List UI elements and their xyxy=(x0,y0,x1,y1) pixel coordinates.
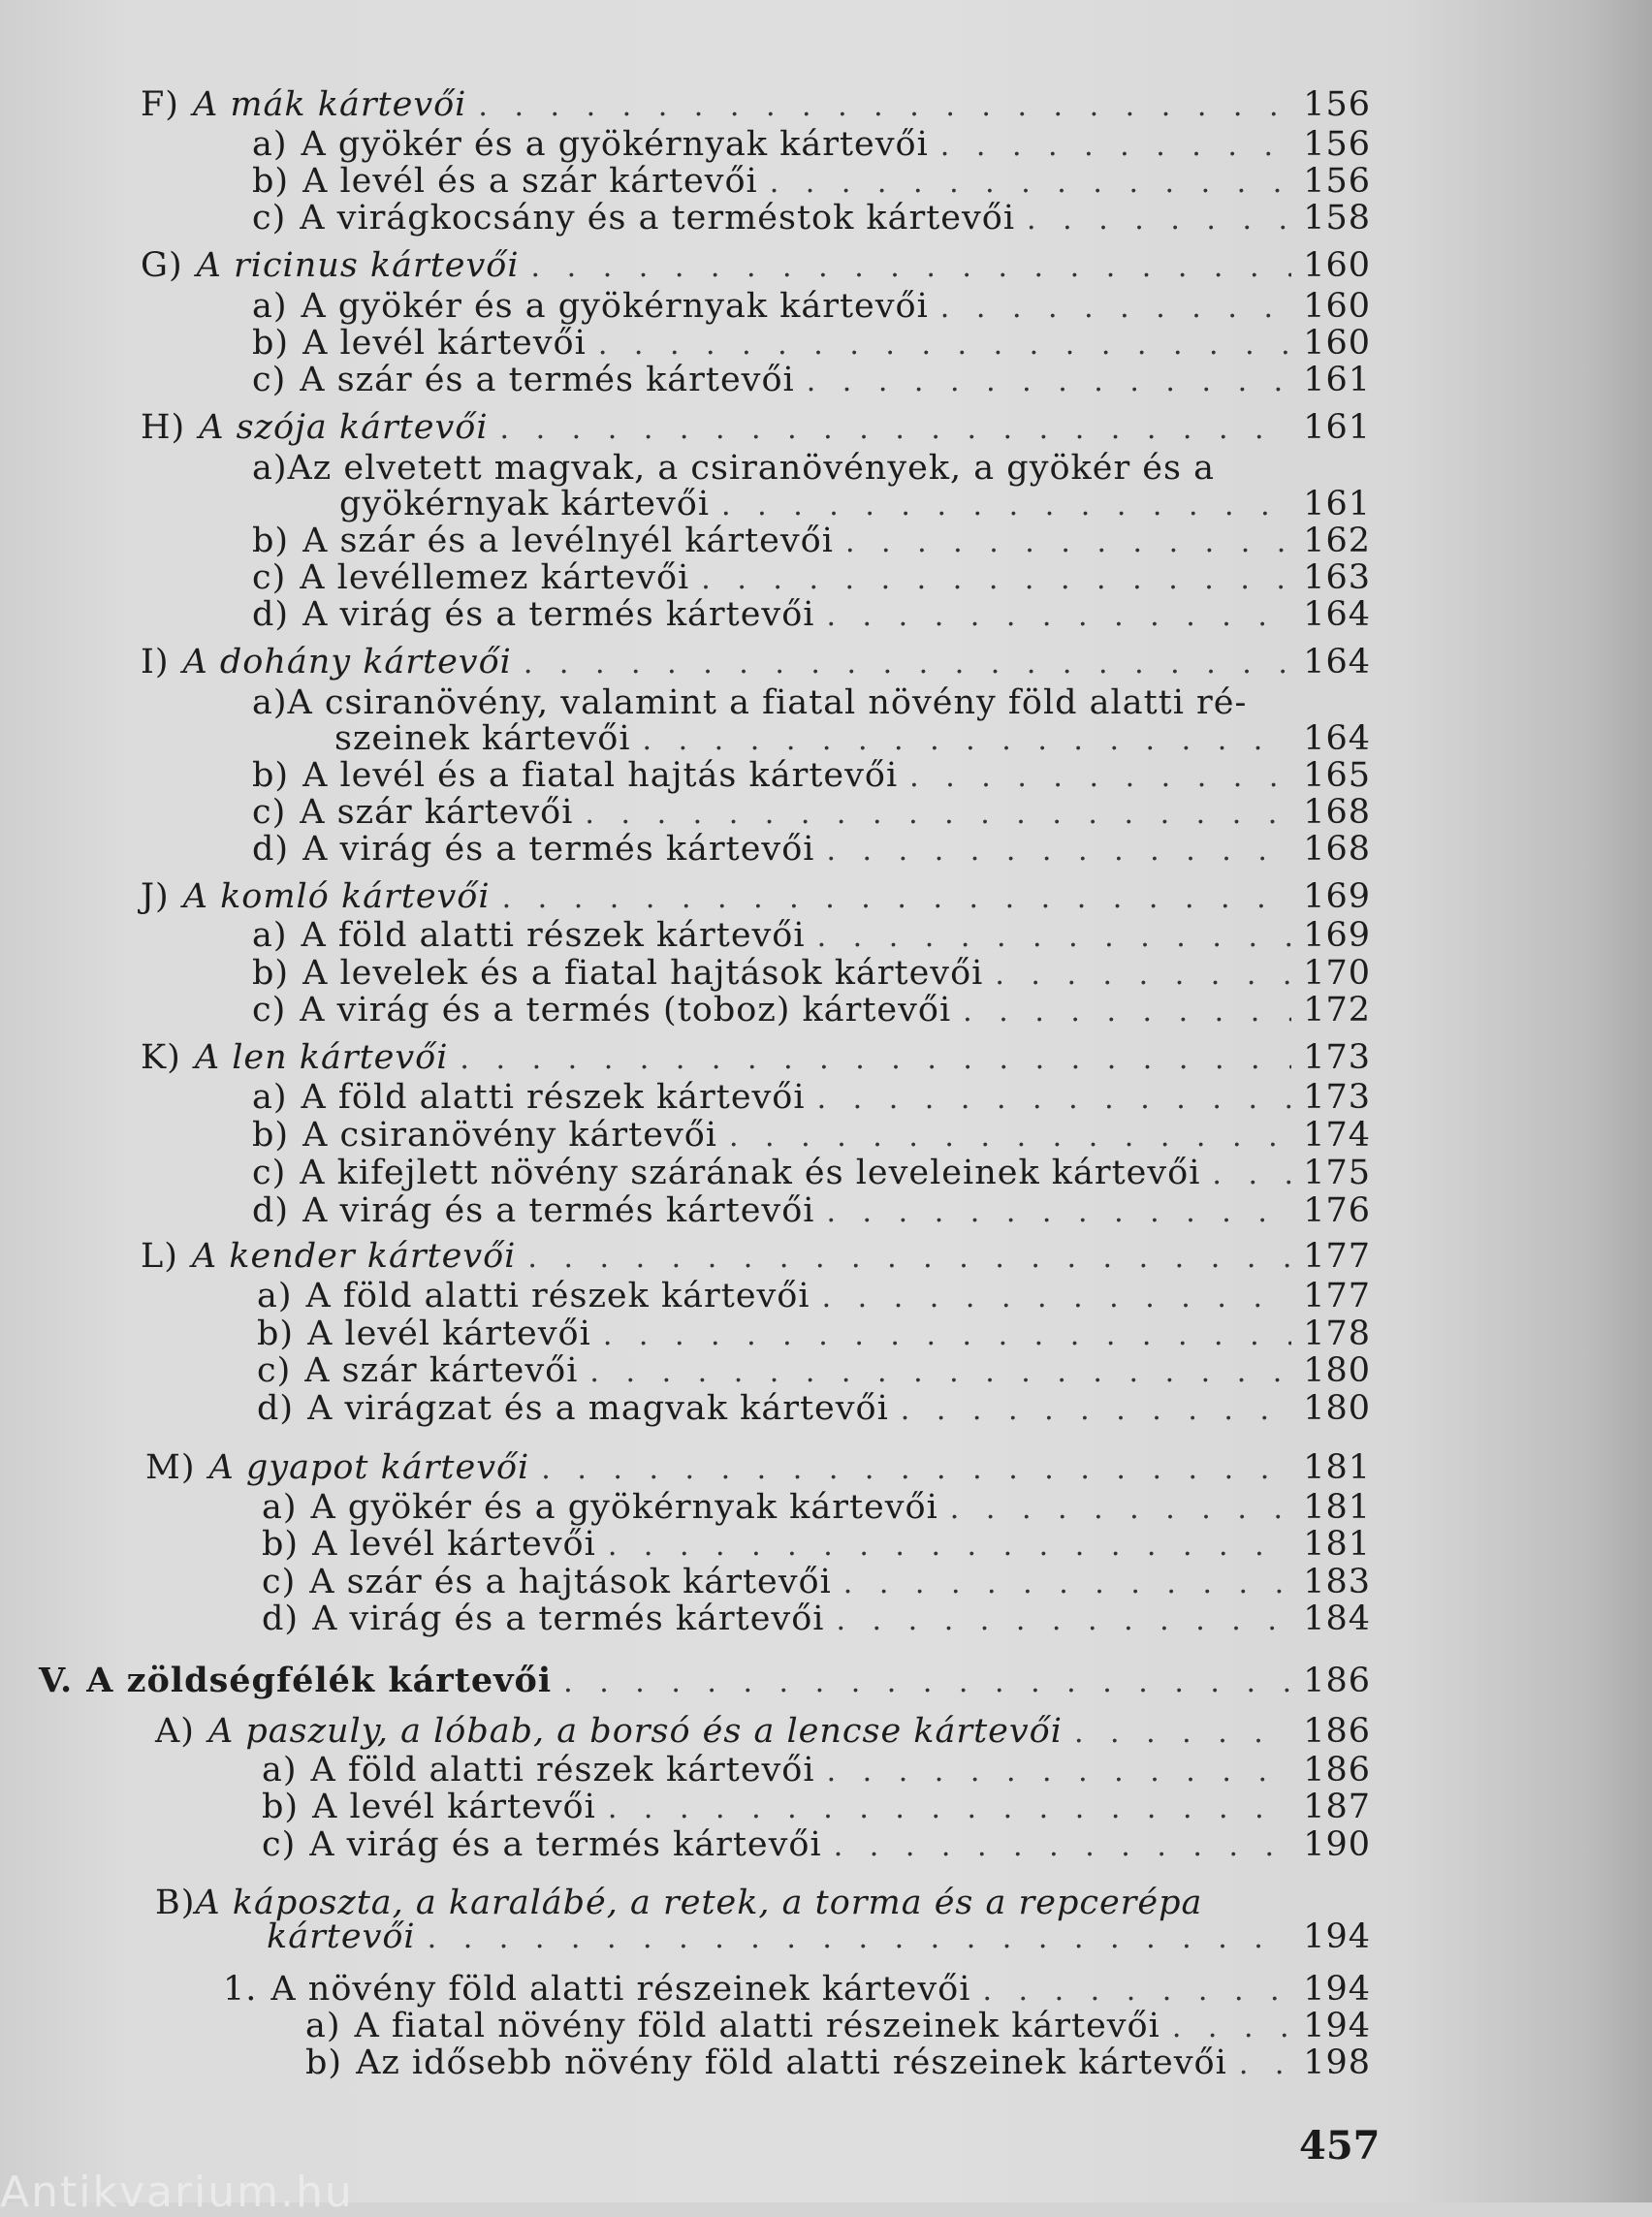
toc-entry xyxy=(39,1662,1371,1702)
toc-entry-title: A szója kártevői xyxy=(199,408,489,447)
dot-leader xyxy=(585,795,1291,834)
dot-leader xyxy=(598,326,1291,364)
toc-entry xyxy=(252,1078,1371,1119)
dot-leader xyxy=(845,523,1291,562)
toc-entry-page: 164 xyxy=(1303,719,1371,758)
toc-entry-label: J) xyxy=(141,877,170,916)
dot-leader xyxy=(460,1040,1291,1079)
toc-entry xyxy=(141,85,1371,126)
dot-leader xyxy=(995,956,1291,995)
toc-entry-label: a) xyxy=(262,1751,298,1789)
toc-entry-title: A csiranövény, valamint a fiatal növény föld alatti ré- xyxy=(287,683,1248,722)
toc-entry-page: 156 xyxy=(1303,85,1371,124)
toc-entry xyxy=(141,643,1371,683)
toc-entry-label: d) xyxy=(252,595,290,634)
dot-leader xyxy=(478,87,1291,126)
toc-entry-page: 161 xyxy=(1303,485,1371,523)
toc-entry-page: 174 xyxy=(1303,1116,1371,1155)
toc-entry-label: c) xyxy=(262,1825,297,1864)
dot-leader xyxy=(701,560,1291,599)
toc-entry-page: 175 xyxy=(1303,1154,1371,1192)
dot-leader xyxy=(817,918,1291,957)
dot-leader xyxy=(940,127,1291,166)
toc-entry-title: A gyapot kártevői xyxy=(208,1448,530,1487)
dot-leader xyxy=(807,363,1291,401)
toc-entry-label: H) xyxy=(141,408,186,447)
toc-entry-page: 164 xyxy=(1303,595,1371,634)
toc-entry xyxy=(141,1237,1371,1278)
toc-entry-title: A föld alatti részek kártevői xyxy=(310,1751,815,1789)
toc-entry-page: 168 xyxy=(1303,830,1371,869)
toc-entry-label: c) xyxy=(262,1563,297,1601)
toc-entry-page: 160 xyxy=(1303,324,1371,363)
toc-entry-page: 181 xyxy=(1303,1525,1371,1564)
toc-entry-label: a) xyxy=(252,125,288,164)
toc-entry xyxy=(223,1970,1371,2011)
toc-entry-page: 178 xyxy=(1303,1314,1371,1353)
toc-entry xyxy=(252,954,1371,995)
toc-entry-title: A virág és a termés kártevői xyxy=(302,830,815,869)
toc-entry-label: b) xyxy=(252,162,290,201)
toc-entry-label: a) xyxy=(252,449,288,488)
toc-entry-title: A kender kártevői xyxy=(191,1237,517,1276)
toc-entry xyxy=(252,324,1371,364)
dot-leader xyxy=(603,1316,1291,1355)
toc-entry-label: a) xyxy=(257,1277,293,1315)
toc-entry-title: A levél kártevői xyxy=(312,1788,596,1826)
dot-leader xyxy=(982,1972,1291,2011)
dot-leader xyxy=(826,832,1291,871)
toc-entry-title: A gyökér és a gyökérnyak kártevői xyxy=(301,287,929,326)
toc-entry-label: 1. xyxy=(223,1970,258,2009)
toc-entry xyxy=(252,683,1247,722)
toc-entry-title: A virág és a termés kártevői xyxy=(312,1599,825,1638)
toc-entry-page: 194 xyxy=(1303,1970,1371,2009)
toc-entry-page: 176 xyxy=(1303,1191,1371,1230)
toc-entry xyxy=(141,877,1371,918)
toc-entry-title: A gyökér és a gyökérnyak kártevői xyxy=(310,1488,938,1527)
toc-entry xyxy=(262,1563,1371,1603)
toc-entry-title: gyökérnyak kártevői xyxy=(339,485,711,523)
dot-leader xyxy=(502,879,1291,918)
toc-entry-label: c) xyxy=(252,558,287,597)
toc-entry-label: a) xyxy=(262,1488,298,1527)
toc-entry-page: 169 xyxy=(1303,916,1371,955)
toc-entry xyxy=(252,830,1371,871)
toc-entry-page: 187 xyxy=(1303,1788,1371,1826)
dot-leader xyxy=(563,1663,1291,1702)
toc-entry-title: A föld alatti részek kártevői xyxy=(301,1078,806,1117)
toc-entry-title: A levél és a szár kártevői xyxy=(302,162,758,201)
toc-entry-title: A virág és a termés kártevői xyxy=(302,1191,815,1230)
toc-entry-page: 177 xyxy=(1303,1277,1371,1315)
toc-entry xyxy=(252,558,1371,599)
toc-entry xyxy=(141,246,1371,287)
dot-leader xyxy=(909,758,1291,797)
toc-entry-label: a) xyxy=(252,1078,288,1117)
toc-entry-title: A virágkocsány és a terméstok kártevői xyxy=(300,199,1016,238)
toc-entry xyxy=(257,1389,1371,1430)
toc-entry xyxy=(257,1314,1371,1355)
toc-entry-title: A szár kártevői xyxy=(300,793,574,832)
dot-leader xyxy=(940,289,1291,328)
toc-entry-label: c) xyxy=(252,361,287,399)
toc-entry-label: b) xyxy=(262,1525,300,1564)
toc-entry xyxy=(252,162,1371,203)
toc-entry-page: 194 xyxy=(1303,1917,1371,1956)
toc-entry-label: I) xyxy=(141,643,170,681)
dot-leader xyxy=(527,1239,1291,1278)
toc-entry-page: 170 xyxy=(1303,954,1371,993)
toc-entry-title: A virág és a termés (toboz) kártevői xyxy=(300,991,952,1029)
toc-entry-label: L) xyxy=(141,1237,178,1276)
toc-entry xyxy=(252,522,1371,562)
toc-entry-title: A levéllemez kártevői xyxy=(300,558,690,597)
watermark: Antikvarium.hu xyxy=(0,2168,354,2217)
toc-entry-page: 156 xyxy=(1303,125,1371,164)
dot-leader xyxy=(963,993,1291,1031)
toc-entry-title: A kifejlett növény szárának és leveleinek kártevői xyxy=(300,1154,1201,1192)
toc-entry-label: a) xyxy=(252,916,288,955)
toc-entry-label: c) xyxy=(252,1154,287,1192)
toc-entry-page: 183 xyxy=(1303,1563,1371,1601)
toc-entry-page: 180 xyxy=(1303,1389,1371,1428)
toc-entry-page: 161 xyxy=(1303,361,1371,399)
toc-entry-title: A szár és a hajtások kártevői xyxy=(309,1563,832,1601)
toc-entry-title: A levelek és a fiatal hajtások kártevői xyxy=(302,954,984,993)
toc-entry-label: G) xyxy=(141,246,183,285)
toc-entry-title: A levél kártevői xyxy=(312,1525,596,1564)
dot-leader xyxy=(729,1118,1291,1156)
toc-entry-title: A gyökér és a gyökérnyak kártevői xyxy=(301,125,929,164)
toc-entry-title: A föld alatti részek kártevői xyxy=(301,916,806,955)
toc-entry-label: b) xyxy=(252,1116,290,1155)
toc-entry-page: 162 xyxy=(1303,522,1371,560)
toc-entry-page: 190 xyxy=(1303,1825,1371,1864)
toc-entry xyxy=(252,991,1371,1031)
dot-leader xyxy=(836,1601,1291,1640)
dot-leader xyxy=(531,248,1291,287)
toc-entry-title: A komló kártevői xyxy=(182,877,491,916)
toc-entry-page: 168 xyxy=(1303,793,1371,832)
toc-entry xyxy=(145,1448,1371,1489)
toc-entry-label: V. xyxy=(39,1661,74,1700)
dot-leader xyxy=(608,1527,1291,1566)
dot-leader xyxy=(643,721,1291,760)
toc-entry xyxy=(252,125,1371,166)
toc-entry-label: b) xyxy=(252,522,290,560)
toc-entry xyxy=(252,199,1371,239)
toc-entry xyxy=(252,1116,1371,1156)
toc-entry xyxy=(262,1825,1371,1866)
toc-entry-title: A mák kártevői xyxy=(192,85,467,124)
dot-leader xyxy=(721,487,1291,525)
toc-entry-label: b) xyxy=(252,324,290,363)
toc-entry-title: A dohány kártevői xyxy=(182,643,512,681)
dot-leader xyxy=(901,1391,1291,1430)
toc-entry-label: M) xyxy=(145,1448,196,1487)
toc-entry-title: A szár kártevői xyxy=(304,1351,579,1390)
dot-leader xyxy=(826,597,1291,636)
toc-entry-page: 181 xyxy=(1303,1488,1371,1527)
toc-entry xyxy=(252,1154,1371,1194)
toc-entry-label: a) xyxy=(305,2007,341,2045)
toc-entry-label: b) xyxy=(257,1314,295,1353)
toc-entry-page: 163 xyxy=(1303,558,1371,597)
toc-entry xyxy=(305,2043,1371,2084)
dot-leader xyxy=(1212,1156,1291,1194)
dot-leader xyxy=(826,1193,1291,1232)
toc-entry xyxy=(252,595,1371,636)
toc-entry-page: 165 xyxy=(1303,756,1371,795)
toc-entry xyxy=(262,1751,1371,1791)
dot-leader xyxy=(950,1490,1291,1529)
toc-entry xyxy=(252,793,1371,834)
toc-entry-title: A virág és a termés kártevői xyxy=(309,1825,822,1864)
toc-entry-page: 184 xyxy=(1303,1599,1371,1638)
dot-leader xyxy=(1074,1714,1291,1753)
toc-entry-title: A virágzat és a magvak kártevői xyxy=(307,1389,889,1428)
toc-entry xyxy=(339,485,1371,525)
dot-leader xyxy=(817,1080,1291,1119)
toc-entry-title: A ricinus kártevői xyxy=(196,246,520,285)
toc-entry-label: b) xyxy=(252,954,290,993)
toc-entry-label: b) xyxy=(262,1788,300,1826)
toc-entry-page: 156 xyxy=(1303,162,1371,201)
toc-entry xyxy=(257,1351,1371,1392)
toc-entry-label: c) xyxy=(257,1351,292,1390)
toc-entry xyxy=(155,1712,1371,1753)
toc-entry xyxy=(262,1599,1371,1640)
toc-entry-title: A szár és a levélnyél kártevői xyxy=(302,522,834,560)
toc-entry-label: d) xyxy=(262,1599,300,1638)
toc-entry-page: 177 xyxy=(1303,1237,1371,1276)
toc-entry-page: 181 xyxy=(1303,1448,1371,1487)
toc-entry-title: A káposzta, a karalábé, a retek, a torma és a repcerépa xyxy=(195,1884,1203,1922)
dot-leader xyxy=(1027,201,1291,239)
dot-leader xyxy=(1172,2009,1291,2047)
toc-entry-page: 194 xyxy=(1303,2007,1371,2045)
dot-leader xyxy=(827,1753,1291,1791)
dot-leader xyxy=(822,1279,1291,1317)
toc-entry-title: Az idősebb növény föld alatti részeinek kártevői xyxy=(356,2043,1227,2082)
toc-entry xyxy=(252,756,1371,797)
toc-entry-label: b) xyxy=(252,756,290,795)
toc-entry-page: 186 xyxy=(1303,1712,1371,1751)
toc-entry xyxy=(305,2007,1371,2047)
toc-entry-title: A levél kártevői xyxy=(307,1314,591,1353)
toc-entry-label: c) xyxy=(252,793,287,832)
toc-entry-label: d) xyxy=(252,830,290,869)
toc-entry xyxy=(252,449,1215,488)
toc-entry xyxy=(267,1917,1371,1958)
toc-entry-label: c) xyxy=(252,199,287,238)
toc-entry xyxy=(257,1277,1371,1317)
dot-leader xyxy=(541,1450,1291,1489)
toc-entry xyxy=(262,1525,1371,1566)
toc-entry-page: 160 xyxy=(1303,287,1371,326)
dot-leader xyxy=(1239,2045,1291,2084)
toc-entry-label: b) xyxy=(305,2043,343,2082)
dot-leader xyxy=(589,1353,1291,1392)
dot-leader xyxy=(608,1789,1291,1828)
toc-entry-title: kártevői xyxy=(267,1917,416,1956)
toc-entry-page: 173 xyxy=(1303,1038,1371,1077)
toc-entry-label: A) xyxy=(155,1712,195,1751)
toc-entry-page: 160 xyxy=(1303,246,1371,285)
toc-entry xyxy=(252,287,1371,328)
toc-entry-title: A levél és a fiatal hajtás kártevői xyxy=(302,756,899,795)
dot-leader xyxy=(428,1919,1291,1958)
toc-entry-page: 161 xyxy=(1303,408,1371,447)
toc-entry-page: 180 xyxy=(1303,1351,1371,1390)
toc-entry-page: 158 xyxy=(1303,199,1371,238)
toc-entry xyxy=(252,916,1371,957)
toc-entry-page: 198 xyxy=(1303,2043,1371,2082)
toc-entry-title: A virág és a termés kártevői xyxy=(302,595,815,634)
toc-entry-page: 164 xyxy=(1303,643,1371,681)
dot-leader xyxy=(524,645,1291,683)
toc-entry-title: A len kártevői xyxy=(194,1038,449,1077)
toc-entry-page: 169 xyxy=(1303,877,1371,916)
toc-entry-label: d) xyxy=(257,1389,295,1428)
toc-entry-label: a) xyxy=(252,287,288,326)
toc-entry xyxy=(155,1884,1202,1922)
dot-leader xyxy=(770,164,1291,203)
toc-entry-title: A föld alatti részek kártevői xyxy=(305,1277,810,1315)
page-number: 457 xyxy=(1299,2123,1381,2169)
toc-entry-label: a) xyxy=(252,683,288,722)
toc-entry-label: B) xyxy=(155,1884,196,1922)
toc-entry-title: A szár és a termés kártevői xyxy=(300,361,795,399)
toc-entry xyxy=(262,1788,1371,1828)
toc-entry xyxy=(262,1488,1371,1529)
toc-entry-label: d) xyxy=(252,1191,290,1230)
toc-entry-label: K) xyxy=(141,1038,181,1077)
toc-entry xyxy=(334,719,1371,760)
toc-entry xyxy=(252,361,1371,401)
toc-entry-title: A zöldségfélék kártevői xyxy=(86,1661,553,1700)
toc-entry-title: A paszuly, a lóbab, a borsó és a lencse kártevői xyxy=(207,1712,1063,1751)
toc-entry-page: 186 xyxy=(1303,1751,1371,1789)
toc-entry-title: A fiatal növény föld alatti részeinek kártevői xyxy=(354,2007,1160,2045)
toc-entry-title: A csiranövény kártevői xyxy=(302,1116,717,1155)
toc-entry xyxy=(141,408,1371,449)
toc-entry-title: Az elvetett magvak, a csiranövények, a gyökér és a xyxy=(287,449,1215,488)
dot-leader xyxy=(500,410,1291,449)
toc-entry-page: 173 xyxy=(1303,1078,1371,1117)
toc-entry-page: 172 xyxy=(1303,991,1371,1029)
toc-entry-title: szeinek kártevői xyxy=(334,719,631,758)
toc-entry-title: A levél kártevői xyxy=(302,324,587,363)
toc-entry xyxy=(141,1038,1371,1079)
toc-entry-label: F) xyxy=(141,85,179,124)
toc-entry xyxy=(252,1191,1371,1232)
toc-entry-title: A növény föld alatti részeinek kártevői xyxy=(270,1970,971,2009)
toc-entry-page: 186 xyxy=(1303,1662,1371,1700)
toc-entry-label: c) xyxy=(252,991,287,1029)
dot-leader xyxy=(843,1565,1291,1603)
dot-leader xyxy=(834,1827,1291,1866)
